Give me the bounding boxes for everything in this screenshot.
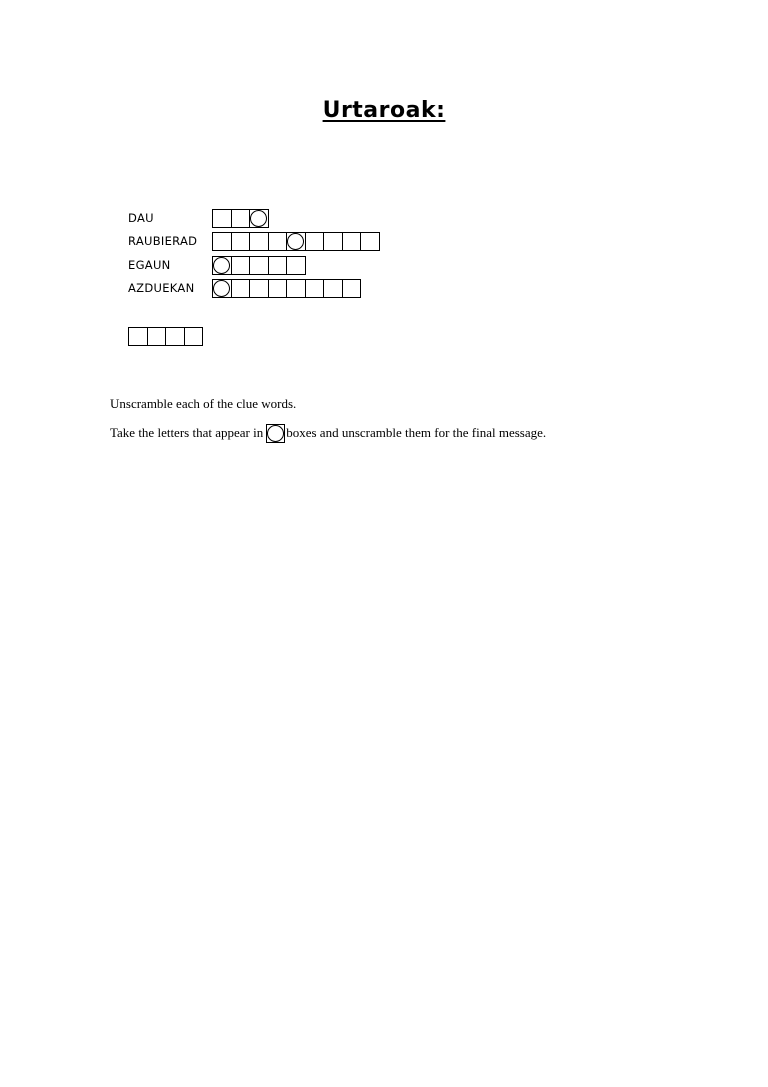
answer-boxes <box>212 279 361 298</box>
letter-box <box>268 232 288 251</box>
instruction-line-2 <box>110 424 546 443</box>
letter-box <box>249 279 269 298</box>
letter-box <box>360 232 380 251</box>
letter-box <box>231 232 251 251</box>
letter-box <box>268 279 288 298</box>
letter-box <box>212 209 232 228</box>
letter-box <box>305 232 325 251</box>
letter-box <box>323 279 343 298</box>
final-letter-box <box>165 327 185 346</box>
letter-box <box>342 279 362 298</box>
circled-letter-box <box>286 232 306 251</box>
letter-box <box>268 256 288 275</box>
circled-letter-box <box>249 209 269 228</box>
letter-box <box>305 279 325 298</box>
letter-box <box>231 209 251 228</box>
clue-word: EGAUN <box>128 258 171 272</box>
page-title: Urtaroak: <box>322 98 446 123</box>
letter-box <box>342 232 362 251</box>
letter-box <box>231 279 251 298</box>
instruction-line-1: Unscramble each of the clue words. <box>110 396 297 411</box>
final-letter-box <box>184 327 204 346</box>
answer-boxes <box>212 209 269 228</box>
circled-letter-box <box>212 256 232 275</box>
letter-box <box>231 256 251 275</box>
clue-word: AZDUEKAN <box>128 281 195 295</box>
final-message-boxes <box>128 327 203 346</box>
letter-box <box>286 256 306 275</box>
letter-box <box>249 232 269 251</box>
letter-box <box>323 232 343 251</box>
final-letter-box <box>128 327 148 346</box>
clue-word: RAUBIERAD <box>128 234 198 248</box>
letter-box <box>249 256 269 275</box>
clue-word: DAU <box>128 211 154 225</box>
instruction-line-2-start: Take the letters that appear in <box>110 425 264 440</box>
circled-letter-box <box>212 279 232 298</box>
letter-box <box>286 279 306 298</box>
letter-box <box>212 232 232 251</box>
answer-boxes <box>212 256 306 275</box>
instruction-line-2-end: boxes and unscramble them for the final message. <box>286 425 547 440</box>
circled-box-icon <box>266 424 285 443</box>
answer-boxes <box>212 232 380 251</box>
final-letter-box <box>147 327 167 346</box>
